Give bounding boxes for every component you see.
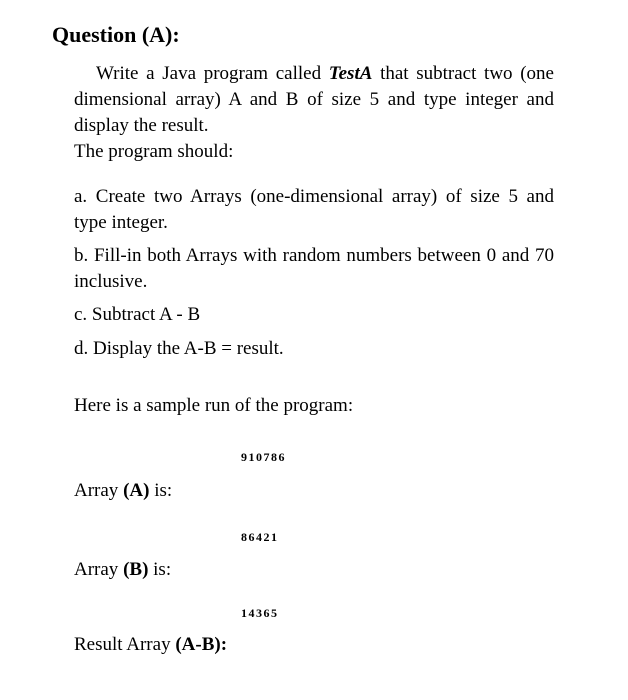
question-heading: Question (A): (52, 22, 180, 47)
array-a-values: 910786 (241, 450, 286, 464)
intro-paragraph (74, 61, 554, 139)
step-d: d. Display the A-B = result. (74, 338, 284, 359)
intro-text-after: that subtract two (one dimensional array) A and B of size 5 and type integer and display the result. (74, 63, 554, 136)
array-a-label-bold: (A) (123, 480, 150, 501)
result-values: 14365 (241, 606, 279, 620)
array-a-label-prefix: Array (74, 480, 124, 501)
step-a: a. Create two Arrays (one-dimensional array) of size 5 and type integer. (74, 186, 554, 233)
result-label (74, 634, 227, 656)
result-label-bold: (A-B): (175, 634, 228, 655)
step-b: b. Fill-in both Arrays with random numbers between 0 and 70 inclusive. (74, 245, 554, 292)
array-a-label-suffix: is: (149, 480, 173, 501)
array-b-label-suffix: is: (148, 559, 172, 580)
array-b-label-bold: (B) (123, 559, 149, 580)
array-b-label-prefix: Array (74, 559, 124, 580)
program-name: TestA (328, 63, 373, 84)
intro-text-before: Write a Java program called (96, 63, 329, 84)
result-label-prefix: Result Array (74, 634, 176, 655)
sample-intro: Here is a sample run of the program: (74, 395, 354, 416)
array-a-label (74, 480, 172, 502)
program-should-line: The program should: (74, 141, 234, 162)
step-c: c. Subtract A - B (74, 304, 201, 325)
array-b-label (74, 559, 171, 581)
array-b-values: 86421 (241, 530, 279, 544)
